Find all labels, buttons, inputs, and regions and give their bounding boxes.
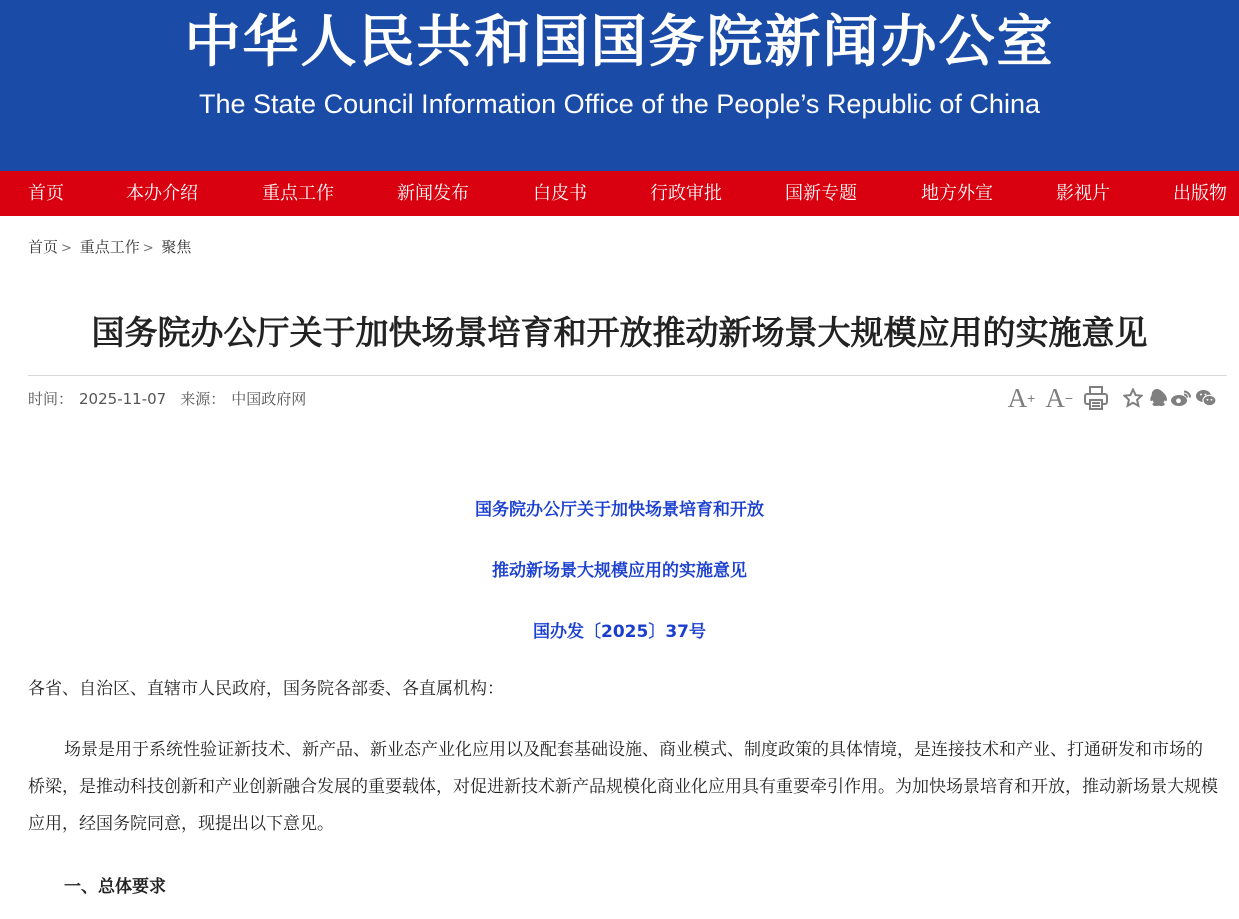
nav-item-publications[interactable]: 出版物 — [1173, 183, 1227, 204]
print-icon[interactable] — [1083, 385, 1109, 411]
breadcrumb-home[interactable]: 首页 — [28, 238, 59, 256]
time-label: 时间： — [28, 390, 74, 408]
nav-item-press[interactable]: 新闻发布 — [397, 183, 469, 204]
document-number: 国办发〔2025〕37号 — [533, 622, 706, 642]
document-heading-line2: 推动新场景大规模应用的实施意见 — [492, 561, 747, 581]
document-heading-line1: 国务院办公厅关于加快场景培育和开放 — [475, 500, 764, 520]
font-decrease-icon[interactable]: A − — [1045, 383, 1073, 413]
source-name: 中国政府网 — [231, 390, 307, 408]
site-masthead — [0, 0, 1239, 171]
nav-item-white-papers[interactable]: 白皮书 — [533, 183, 587, 204]
section-heading: 一、总体要求 — [64, 877, 166, 897]
title-divider — [28, 375, 1227, 376]
nav-item-about[interactable]: 本办介绍 — [126, 183, 198, 204]
weibo-icon[interactable] — [1170, 388, 1192, 408]
article-title: 国务院办公厅关于加快场景培育和开放推动新场景大规模应用的实施意见 — [91, 313, 1148, 352]
breadcrumb-separator: > — [61, 241, 72, 256]
article-toolbar — [1008, 383, 1217, 413]
nav-item-videos[interactable]: 影视片 — [1056, 183, 1110, 204]
body-paragraph: 场景是用于系统性验证新技术、新产品、新业态产业化应用以及配套基础设施、商业模式、制度政策的具体情境，是连接技术和产业、打通研发和市场的桥梁，是推动科技创新和产业创新融合发展的重要载体，对促进新技术新产品规模化商业化应用具有重要牵引作用。为加快场景培育和开放，推动新场景大规模应用，经国务院同意，现提出以下意见。 — [28, 740, 1218, 834]
nav-item-key-work[interactable]: 重点工作 — [262, 183, 334, 204]
breadcrumb-current: 聚焦 — [161, 238, 192, 256]
salutation: 各省、自治区、直辖市人民政府，国务院各部委、各直属机构： — [28, 679, 504, 699]
nav-item-home[interactable]: 首页 — [28, 183, 64, 204]
article-meta — [28, 388, 312, 409]
site-title-en: The State Council Information Office of the People’s Republic of China — [199, 89, 1040, 119]
site-title-cn: 中华人民共和国国务院新闻办公室 — [184, 10, 1055, 75]
font-increase-icon[interactable]: A + — [1007, 383, 1036, 413]
nav-item-local[interactable]: 地方外宣 — [921, 183, 993, 204]
wechat-icon[interactable] — [1195, 388, 1217, 408]
qq-icon[interactable] — [1147, 388, 1167, 408]
publish-date: 2025-11-07 — [79, 390, 167, 408]
nav-item-admin-approval[interactable]: 行政审批 — [650, 183, 722, 204]
breadcrumb — [28, 236, 191, 257]
nav-item-topics[interactable]: 国新专题 — [785, 183, 857, 204]
breadcrumb-key-work[interactable]: 重点工作 — [79, 238, 140, 256]
main-nav — [0, 171, 1239, 216]
favorite-icon[interactable] — [1123, 388, 1143, 408]
breadcrumb-separator: > — [142, 241, 154, 256]
source-label: 来源： — [180, 390, 226, 408]
